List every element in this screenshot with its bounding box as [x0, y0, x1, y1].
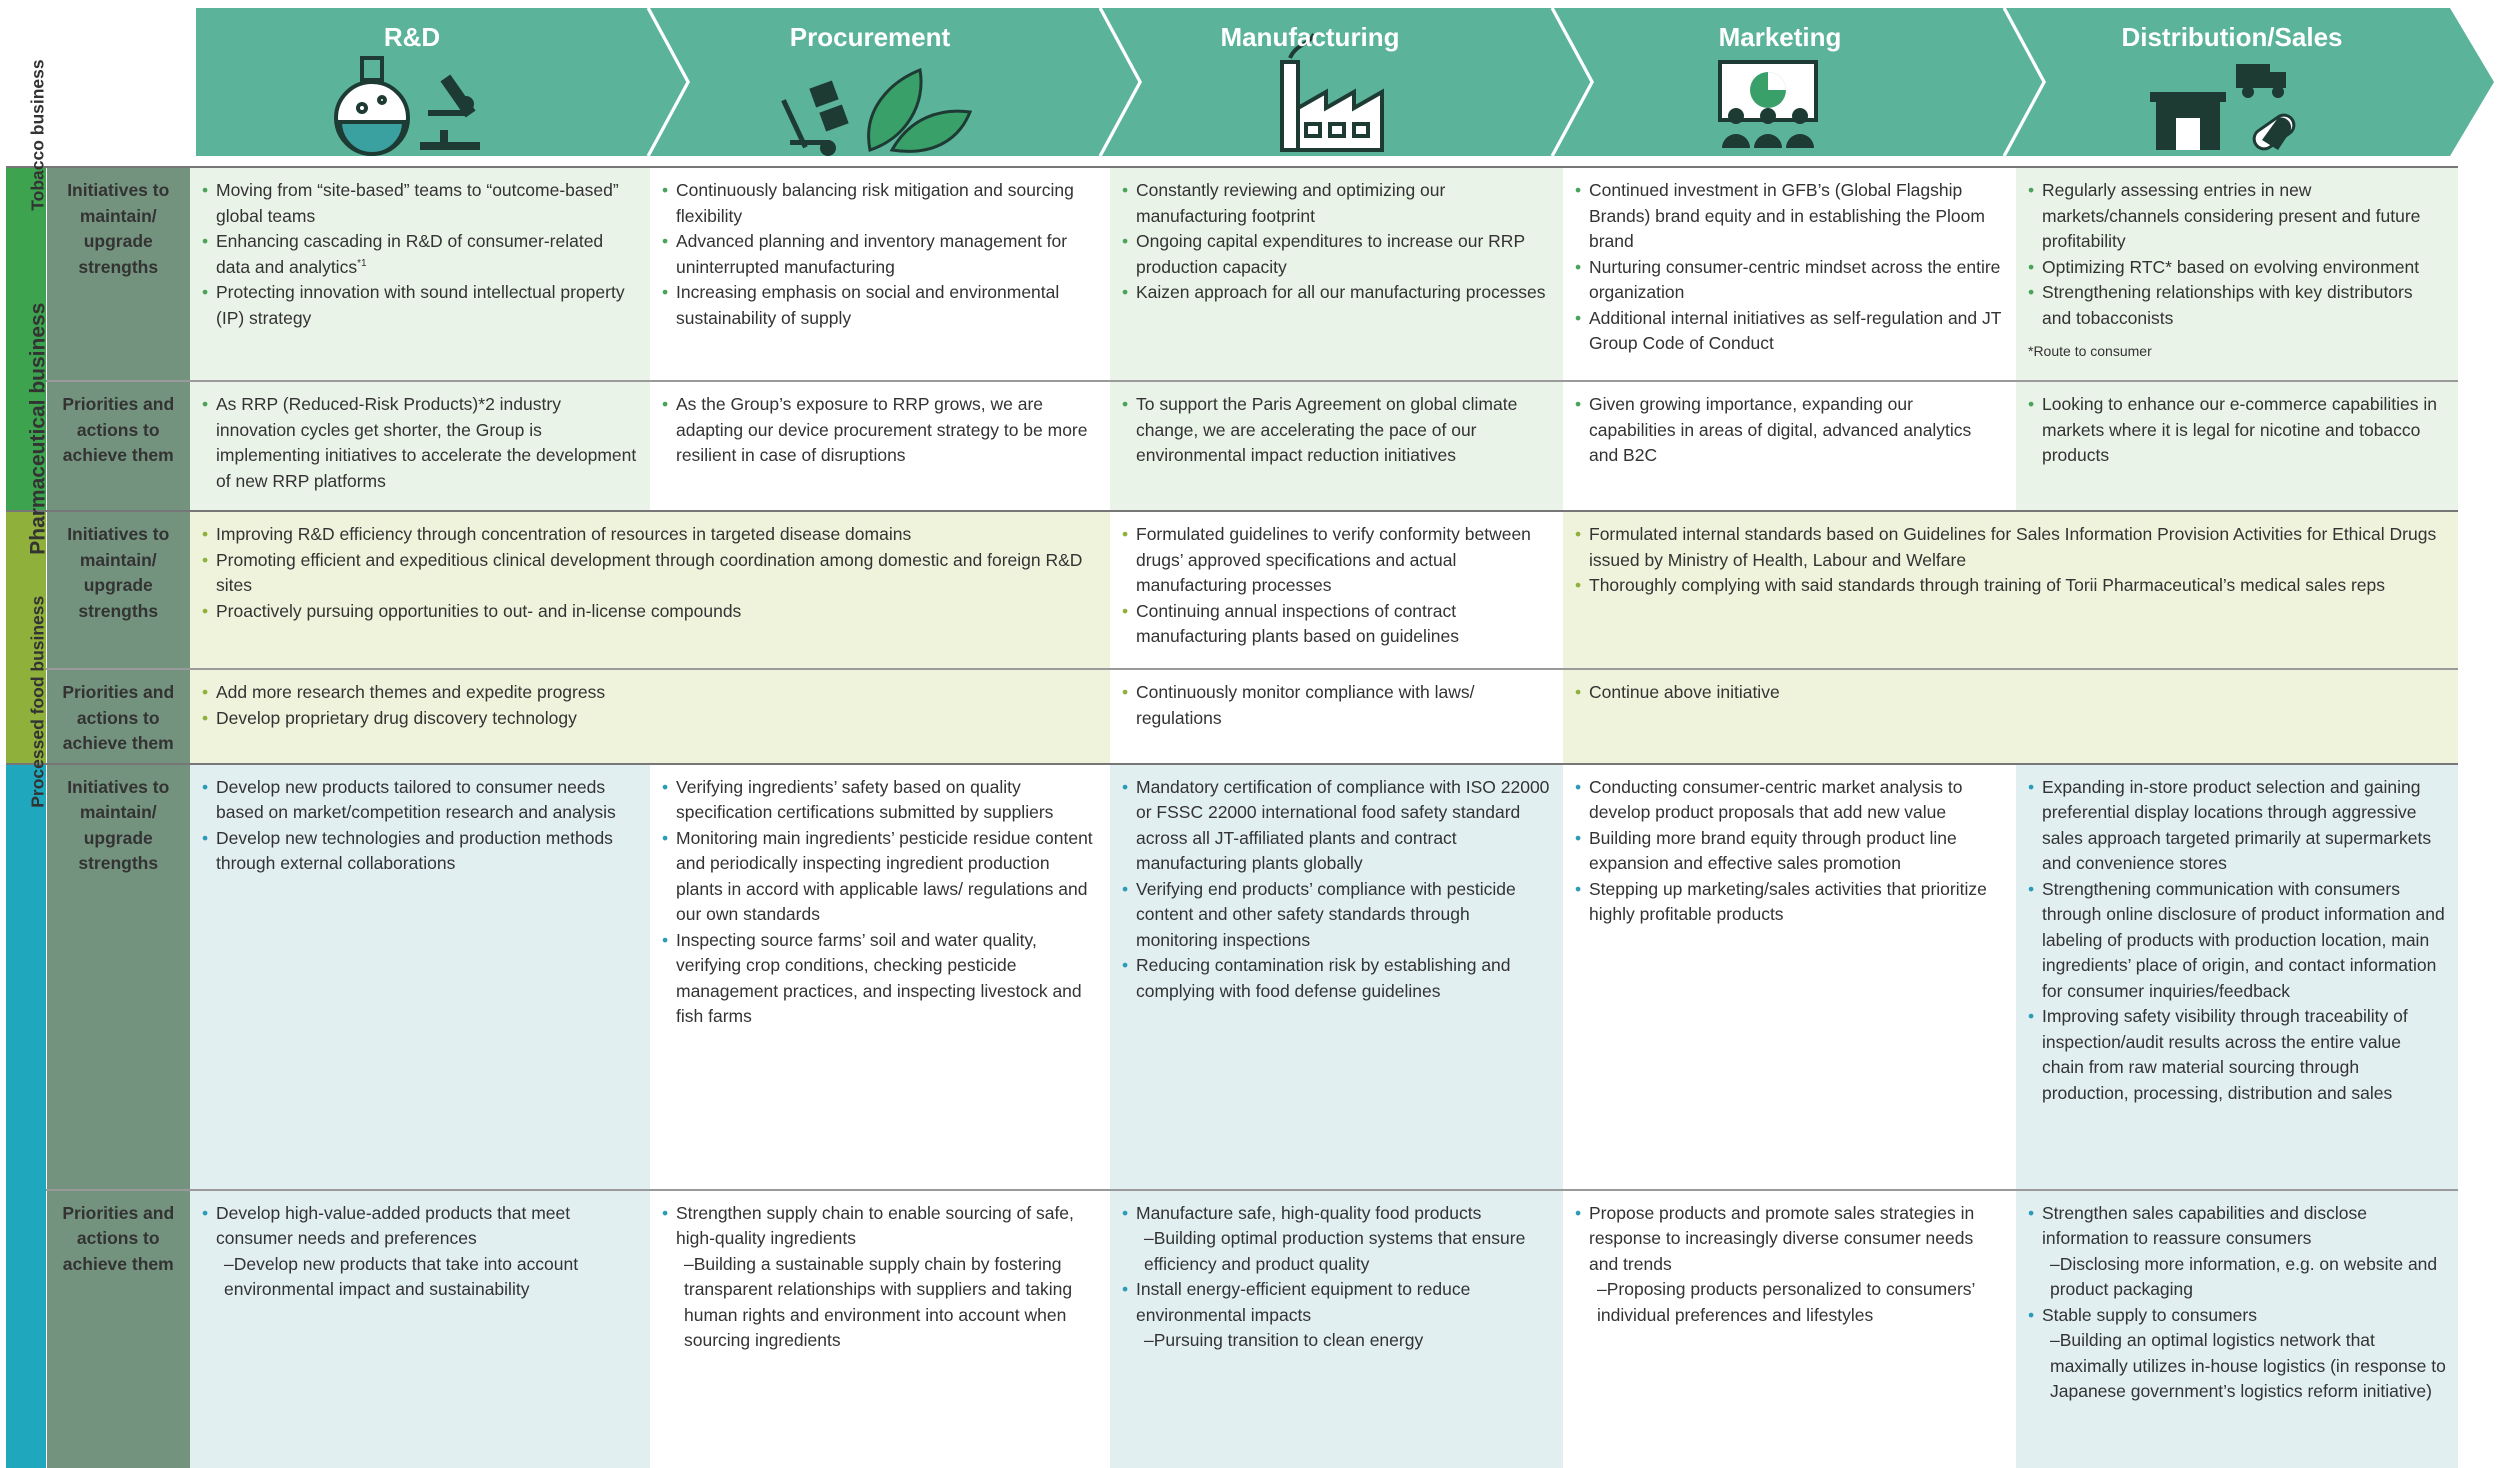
- row-label-initiatives: Initiatives to maintain/ upgrade strengths: [46, 167, 190, 381]
- food-initiatives-marketing: • Conducting consumer-centric market analysis to develop product proposals that add new value • Building more brand equity through product line expansion and effective sales promotion • Stepping up marketing/sales activities that prioritize highly profitable products: [1563, 764, 2016, 1190]
- tobacco-initiatives-distribution: • Regularly assessing entries in new markets/channels considering present and future profitability • Optimizing RTC* based on evolving environment • Strengthening relationships with key distributors and tobacconists *Route to consumer: [2016, 167, 2458, 381]
- pharma-initiatives-marketing-distribution: • Formulated internal standards based on Guidelines for Sales Information Provision Activities for Ethical Drugs issued by Ministry of Health, Labour and Welfare • Thoroughly complying with said standards through training of Torii Pharmaceutical’s medical sales reps: [1563, 511, 2458, 669]
- tobacco-priorities-marketing: • Given growing importance, expanding our capabilities in areas of digital, advanced analytics and B2C: [1563, 381, 2016, 511]
- food-initiatives-manufacturing: • Mandatory certification of compliance with ISO 22000 or FSSC 22000 international food safety standard across all JT-affiliated plants and contract manufacturing plants globally • Verifying end products’ compliance with pesticide content and other safety standards through monitoring inspections • Reducing contamination risk by establishing and complying with food defense guidelines: [1110, 764, 1563, 1190]
- presentation-icon: [1720, 62, 1816, 148]
- row-label-initiatives: Initiatives to maintain/ upgrade strengths: [46, 511, 190, 669]
- tobacco-priorities-row: [6, 381, 2458, 511]
- food-priorities-row: [6, 1190, 2458, 1468]
- tobacco-initiatives-rd: • Moving from “site-based” teams to “outcome-based” global teams • Enhancing cascading in R&D of consumer-related data and analytics$^{*1}$ • Protecting innovation with sound intellectual property (IP) strategy: [190, 167, 650, 381]
- stage-rd: R&D: [383, 22, 441, 52]
- stage-marketing: Marketing: [1718, 22, 1842, 52]
- store-icon: [2150, 92, 2226, 150]
- tobacco-business-label: Tobacco business: [6, 167, 46, 511]
- tobacco-initiatives-row: [6, 167, 2458, 381]
- food-initiatives-procurement: • Verifying ingredients’ safety based on quality specification certifications submitted by suppliers • Monitoring main ingredients’ pesticide residue content and periodically inspecting ingredient production plants in accord with applicable laws/ regulations and our own standards • Inspecting source farms’ soil and water quality, verifying crop conditions, checking pesticide management practices, and inspecting livestock and fish farms: [650, 764, 1110, 1190]
- row-label-initiatives: Initiatives to maintain/ upgrade strengths: [46, 764, 190, 1190]
- pharma-initiatives-manufacturing: • Formulated guidelines to verify conformity between drugs’ approved specifications and actual manufacturing processes • Continuing annual inspections of contract manufacturing plants based on guidelines: [1110, 511, 1563, 669]
- row-label-priorities: Priorities and actions to achieve them: [46, 669, 190, 764]
- food-initiatives-distribution: • Expanding in-store product selection and gaining preferential display locations through aggressive sales approach targeted primarily at supermarkets and convenience stores • Strengthening communication with consumers through online disclosure of product information and labeling of products with production location, main ingredients’ place of origin, and contact information for consumer inquiries/feedback • Improving safety visibility through traceability of inspection/audit results across the entire value chain from raw material sourcing through production, processing, distribution and sales: [2016, 764, 2458, 1190]
- pharma-priorities-rd-procurement: • Add more research themes and expedite progress • Develop proprietary drug discovery technology: [190, 669, 1110, 764]
- tobacco-priorities-rd: • As RRP (Reduced-Risk Products)*2 industry innovation cycles get shorter, the Group is implementing initiatives to accelerate the development of new RRP platforms: [190, 381, 650, 511]
- pharma-priorities-manufacturing: • Continuously monitor compliance with laws/ regulations: [1110, 669, 1563, 764]
- stage-distribution: Distribution/Sales: [2121, 22, 2343, 52]
- food-initiatives-rd: • Develop new products tailored to consumer needs based on market/competition research and analysis • Develop new technologies and production methods through external collaborations: [190, 764, 650, 1190]
- value-chain-table: [6, 59, 2458, 1468]
- stage-manufacturing: Manufacturing: [1220, 22, 1400, 52]
- tobacco-priorities-manufacturing: • To support the Paris Agreement on global climate change, we are accelerating the pace of our environmental impact reduction initiatives: [1110, 381, 1563, 511]
- pharma-priorities-row: [6, 669, 2458, 764]
- pharma-initiatives-row: [6, 511, 2458, 669]
- rtc-footnote: *Route to consumer: [2028, 343, 2152, 359]
- tobacco-initiatives-marketing: • Continued investment in GFB’s (Global Flagship Brands) brand equity and in establishing the Ploom brand • Nurturing consumer-centric mindset across the entire organization • Additional internal initiatives as self-regulation and JT Group Code of Conduct: [1563, 167, 2016, 381]
- food-priorities-procurement: • Strengthen supply chain to enable sourcing of safe, high-quality ingredients –Building a sustainable supply chain by fostering transparent relationships with suppliers and taking human rights and environment into account when sourcing ingredients: [650, 1190, 1110, 1468]
- food-initiatives-row: [6, 764, 2458, 1190]
- pharma-initiatives-rd-procurement: • Improving R&D efficiency through concentration of resources in targeted disease domains • Promoting efficient and expeditious clinical development through coordination among domestic and foreign R&D sites • Proactively pursuing opportunities to out- and in-license compounds: [190, 511, 1110, 669]
- stage-procurement: Procurement: [789, 22, 951, 52]
- food-priorities-distribution: • Strengthen sales capabilities and disclose information to reassure consumers –Disclosing more information, e.g. on website and product packaging • Stable supply to consumers –Building an optimal logistics network that maximally utilizes in-house logistics (in response to Japanese government’s logistics reform initiative): [2016, 1190, 2458, 1468]
- tobacco-initiatives-manufacturing: • Constantly reviewing and optimizing our manufacturing footprint • Ongoing capital expenditures to increase our RRP production capacity • Kaizen approach for all our manufacturing processes: [1110, 167, 1563, 381]
- food-priorities-manufacturing: • Manufacture safe, high-quality food products –Building optimal production systems that ensure efficiency and product quality • Install energy-efficient equipment to reduce environmental impacts –Pursuing transition to clean energy: [1110, 1190, 1563, 1468]
- food-priorities-rd: • Develop high-value-added products that meet consumer needs and preferences –Develop new products that take into account environmental impact and sustainability: [190, 1190, 650, 1468]
- row-label-priorities: Priorities and actions to achieve them: [46, 1190, 190, 1468]
- tobacco-priorities-procurement: • As the Group’s exposure to RRP grows, we are adapting our device procurement strategy to be more resilient in case of disruptions: [650, 381, 1110, 511]
- food-priorities-marketing: • Propose products and promote sales strategies in response to increasingly diverse consumer needs and trends –Proposing products personalized to consumers’ individual preferences and lifestyles: [1563, 1190, 2016, 1468]
- tobacco-priorities-distribution: • Looking to enhance our e-commerce capabilities in markets where it is legal for nicotine and tobacco products: [2016, 381, 2458, 511]
- tobacco-initiatives-procurement: • Continuously balancing risk mitigation and sourcing flexibility • Advanced planning and inventory management for uninterrupted manufacturing • Increasing emphasis on social and environmental sustainability of supply: [650, 167, 1110, 381]
- pharma-priorities-marketing-distribution: • Continue above initiative: [1563, 669, 2458, 764]
- food-business-label: [6, 764, 46, 1468]
- row-label-priorities: Priorities and actions to achieve them: [46, 381, 190, 511]
